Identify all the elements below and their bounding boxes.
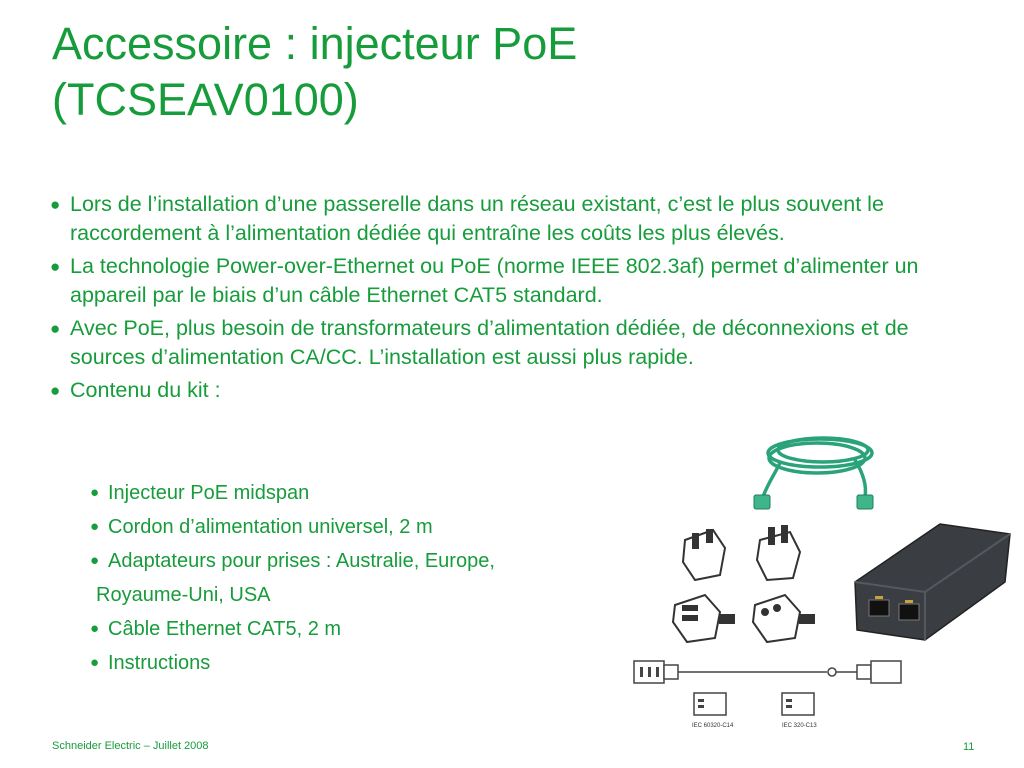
bullet-dot-icon: ● xyxy=(90,552,100,569)
bullet-text: Lors de l’installation d’une passerelle dans un réseau existant, c’est le plus souvent le raccordement à l’alimentation dédiée qui entraîne les coûts les plus élevés. xyxy=(70,192,884,245)
kit-item xyxy=(90,646,495,680)
bullet-item xyxy=(50,190,980,248)
power-cord-image xyxy=(632,655,914,730)
kit-item xyxy=(90,544,495,578)
bullet-item xyxy=(50,314,980,372)
footer-text: Schneider Electric – Juillet 2008 xyxy=(52,740,209,752)
bullet-item xyxy=(50,252,980,310)
bullet-item xyxy=(50,376,980,405)
bullet-dot-icon: ● xyxy=(90,620,100,637)
kit-item-text: Royaume-Uni, USA xyxy=(96,584,271,606)
poe-injector-image xyxy=(845,512,1020,647)
kit-item-text: Instructions xyxy=(108,652,211,674)
bullet-dot-icon: ● xyxy=(90,518,100,535)
bullet-dot-icon: ● xyxy=(90,654,100,671)
slide-title-line-1: Accessoire : injecteur PoE xyxy=(52,18,578,69)
bullet-dot-icon: ● xyxy=(50,195,61,214)
cord-label-left: IEC 60320-C14 xyxy=(692,723,734,729)
kit-item xyxy=(90,612,495,646)
kit-contents-list xyxy=(90,476,495,680)
bullet-text: Contenu du kit : xyxy=(70,378,221,402)
bullet-text: Avec PoE, plus besoin de transformateurs d’alimentation dédiée, de déconnexions et de sources d’alimentation CA/CC. L’installation est aussi plus rapide. xyxy=(70,316,909,369)
kit-item xyxy=(90,510,495,544)
plug-adapters-image xyxy=(665,520,840,660)
kit-item-text: Adaptateurs pour prises : Australie, Europe, xyxy=(108,550,495,572)
slide-title-line-2: (TCSEAV0100) xyxy=(52,74,359,125)
kit-item-text: Cordon d’alimentation universel, 2 m xyxy=(108,516,433,538)
bullet-dot-icon: ● xyxy=(90,484,100,501)
cord-label-right: IEC 320-C13 xyxy=(782,723,817,729)
page-number: 11 xyxy=(963,741,975,753)
bullet-dot-icon: ● xyxy=(50,319,61,338)
bullet-dot-icon: ● xyxy=(50,381,61,400)
slide-title xyxy=(52,16,952,128)
bullet-text: La technologie Power-over-Ethernet ou PoE (norme IEEE 802.3af) permet d’alimenter un appareil par le biais d’un câble Ethernet CAT5 standard. xyxy=(70,254,919,307)
bullet-list xyxy=(50,190,980,409)
kit-item xyxy=(90,476,495,510)
kit-item-text: Câble Ethernet CAT5, 2 m xyxy=(108,618,342,640)
kit-item-text: Injecteur PoE midspan xyxy=(108,482,310,504)
bullet-dot-icon: ● xyxy=(50,257,61,276)
kit-item-continuation xyxy=(90,578,495,612)
ethernet-cable-image xyxy=(745,425,885,515)
